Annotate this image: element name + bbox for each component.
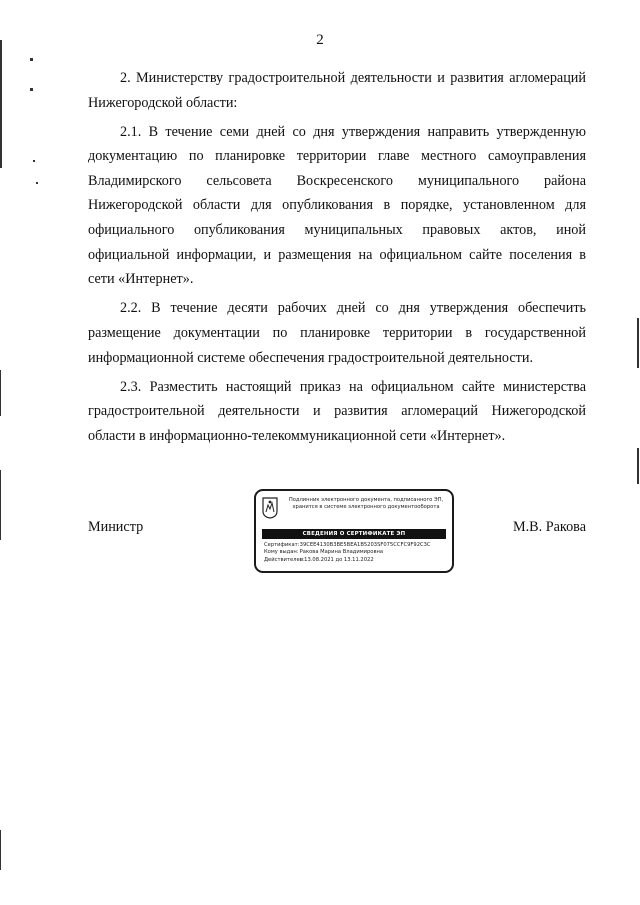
- scan-edge-mark: [0, 370, 1, 416]
- issued-to-row: [264, 549, 450, 556]
- signer-title: Министр: [88, 519, 144, 535]
- page-number: 2: [316, 32, 324, 48]
- issued-to-label: Кому выдан:: [264, 549, 299, 556]
- validity-label: Действителен:: [264, 556, 305, 563]
- electronic-signature-stamp: [254, 489, 454, 573]
- certificate-details: [264, 542, 450, 564]
- scan-edge-mark: [637, 448, 639, 484]
- order-text: [88, 66, 586, 448]
- validity-value: с 13.08.2021 до 13.11.2022: [299, 556, 374, 563]
- scan-edge-mark: [0, 470, 1, 540]
- paragraph: 2.3. Разместить настоящий приказ на официальном сайте министерства градостроительной деятельности и развития агломераций Нижегородской области в информационно-телекоммуникационной сети «Интернет».: [88, 378, 586, 444]
- scan-edge-mark: [30, 58, 33, 61]
- paragraph: 2. Министерству градостроительной деятельности и развития агломераций Нижегородской области:: [88, 70, 586, 111]
- scan-edge-mark: [0, 40, 2, 168]
- scan-edge-mark: [637, 318, 639, 368]
- scan-edge-mark: [36, 182, 38, 184]
- paragraph: 2.1. В течение семи дней со дня утверждения направить утвержденную документацию по планировке территории главе местного самоуправления Владимирского сельсовета Воскресенского муниципального района Нижегородской области для опубликования в порядке, установленном для официального опубликования муниципальных правовых актов, иной официальной информации, и размещения на официальном сайте поселения в сети «Интернет».: [88, 123, 586, 288]
- scan-edge-mark: [33, 160, 35, 162]
- scan-edge-mark: [30, 88, 33, 91]
- issued-to-value: Ракова Марина Владимировна: [299, 549, 384, 556]
- certificate-row: [264, 542, 450, 549]
- scan-edge-mark: [0, 830, 1, 870]
- coat-of-arms-icon: [262, 497, 278, 519]
- stamp-header: СВЕДЕНИЯ О СЕРТИФИКАТЕ ЭП: [262, 529, 446, 539]
- stamp-note: Подлинник электронного документа, подписанного ЭП, хранится в системе электронного документооборота: [288, 497, 444, 511]
- certificate-label: Сертификат:: [264, 542, 300, 548]
- certificate-value: 39CEE4130B3BE5BEA1B5203SF075CCFC9F92C3C: [299, 542, 431, 548]
- signer-name: М.В. Ракова: [513, 519, 586, 535]
- validity-row: [264, 557, 450, 564]
- paragraph: 2.2. В течение десяти рабочих дней со дня утверждения обеспечить размещение документации по планировке территории в государственной информационной системе обеспечения градостроительной деятельности.: [88, 300, 586, 366]
